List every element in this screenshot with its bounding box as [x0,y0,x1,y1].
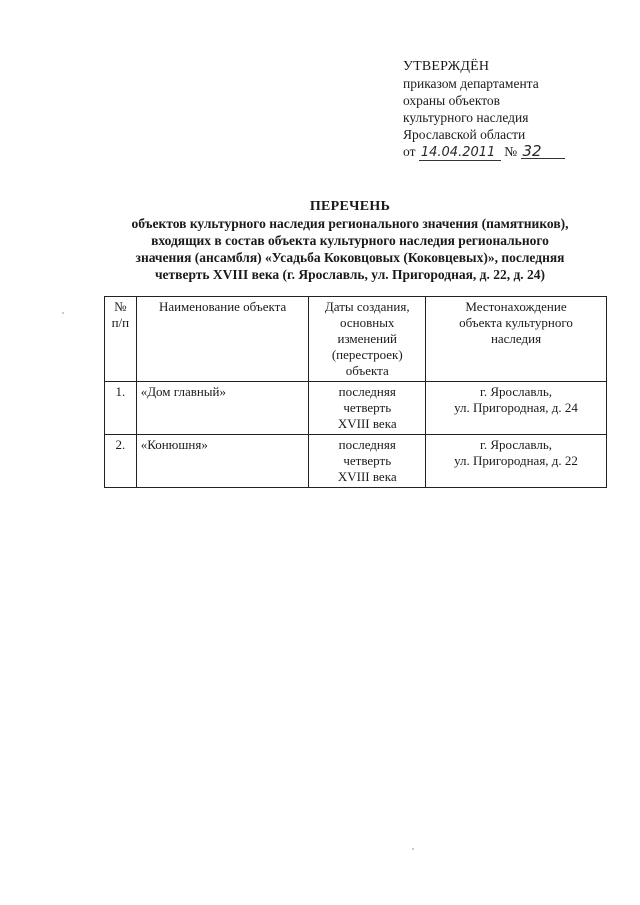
header-location [426,297,607,382]
row-location-line-1: г. Ярославль, [479,437,553,452]
scan-speck [62,312,64,314]
approval-block [403,58,623,161]
table-row [105,382,607,435]
row-date-line-3: XVIII века [337,416,397,431]
handwritten-number: 32 [521,144,565,159]
row-location-line-2: ул. Пригородная, д. 24 [454,400,578,415]
header-name: Наименование объекта [136,297,309,382]
header-num-line-2: п/п [111,315,130,330]
row-location-line-1: г. Ярославль, [479,384,553,399]
heading-line-4: четверть XVIII века (г. Ярославль, ул. Пригородная, д. 22, д. 24) [154,267,546,282]
row-name: «Конюшня» [136,435,309,488]
header-dates [309,297,426,382]
header-dates-line-5: объекта [345,363,389,378]
row-num: 1. [105,382,137,435]
table-row [105,435,607,488]
approval-line-3: культурного наследия [403,110,529,125]
handwritten-date: 14.04.2011 [419,146,501,161]
header-dates-line-2: основных [340,315,395,330]
objects-table [104,296,607,488]
row-date-line-2: четверть [343,400,392,415]
header-num-line-1: № [114,299,127,314]
header-dates-line-4: (перестроек) [331,347,403,362]
heading-line-3: значения (ансамбля) «Усадьба Коковцовых (Коковцевых)», последняя [135,250,565,265]
header-location-line-2: объекта культурного [459,315,573,330]
header-num [105,297,137,382]
row-location [426,382,607,435]
approval-line-1: приказом департамента [403,76,539,91]
row-num: 2. [105,435,137,488]
header-dates-line-3: изменений [337,331,397,346]
number-label: № [504,144,518,159]
approval-line-2: охраны объектов [403,93,501,108]
scan-speck [412,848,414,850]
row-date-line-3: XVIII века [337,469,397,484]
header-location-line-1: Местонахождение [465,299,567,314]
row-date-line-1: последняя [338,384,396,399]
row-name: «Дом главный» [136,382,309,435]
from-label: от [403,144,416,159]
header-location-line-3: наследия [490,331,542,346]
row-date [309,382,426,435]
heading-line-1: объектов культурного наследия регионального значения (памятников), [131,216,569,231]
row-location-line-2: ул. Пригородная, д. 22 [454,453,578,468]
header-dates-line-1: Даты создания, [324,299,410,314]
approval-date-number-line [403,143,623,161]
approval-title: УТВЕРЖДЁН [403,59,490,74]
heading-line-2: входящих в состав объекта культурного наследия регионального [151,233,549,248]
heading-title: ПЕРЕЧЕНЬ [309,199,391,214]
row-date-line-1: последняя [338,437,396,452]
approval-line-4: Ярославской области [403,127,526,142]
row-location [426,435,607,488]
row-date [309,435,426,488]
document-heading [70,198,630,283]
table-header-row [105,297,607,382]
row-date-line-2: четверть [343,453,392,468]
